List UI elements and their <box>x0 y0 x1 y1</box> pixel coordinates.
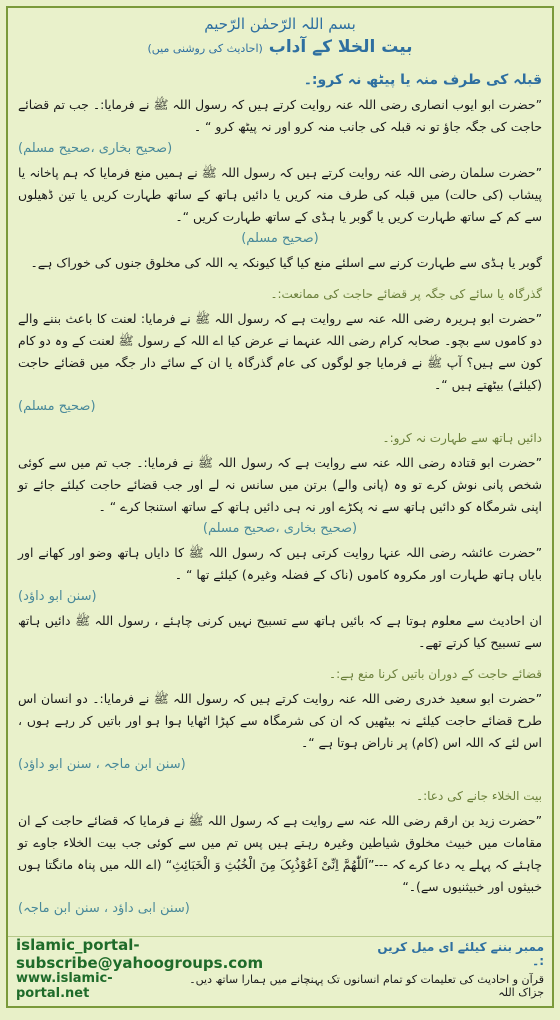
hadith-reference: (سنن ابو داؤد) <box>18 589 97 604</box>
hadith-reference: (صحیح مسلم) <box>18 399 96 414</box>
explanation-text: ان احادیث سے معلوم ہوتا ہے کہ بائیں ہاتھ سے تسبیح نہیں کرنی چاہئے ، رسول اللہ ﷺ دائیں ہاتھ سے تسبیح کیا کرتے تھے۔ <box>18 613 542 650</box>
page-title <box>18 36 542 60</box>
content <box>8 8 552 920</box>
hadith-text: ”حضرت ابو ہریرہ رضی اللہ عنہ سے روایت ہے کہ رسول اللہ ﷺ نے فرمایا: لعنت کا باعث بننے والے دو کاموں سے بچو۔ صحابہ کرام رضی اللہ عنہما نے عرض کیا اے اللہ کے رسول ﷺ لعنت کے وہ دو کام کون سے ہیں؟ آپ ﷺ نے فرمایا جو لوگوں کی عام گذرگاہ یا ان کے سائے دار جگہ میں قضائے حاجت (کیلئے) بیٹھتے ہیں “۔ <box>18 311 542 392</box>
section-heading: بیت الخلاء جانے کی دعا:۔ <box>416 789 542 803</box>
hadith-text: ”حضرت ابو سعید خدری رضی اللہ عنہ روایت کرتے ہیں کہ رسول اللہ ﷺ نے فرمایا:۔ دو انسان اس طرح قضائے حاجت کیلئے نہ بیٹھیں کہ ان کی شرمگاہ سے کپڑا اٹھایا ہوا ہو اور باتیں کر رہے ہوں ، اس لئے کہ اللہ اس (کام) پر ناراض ہوتا ہے “۔ <box>18 691 542 750</box>
title-text: بیت الخلا کے آداب <box>268 37 413 57</box>
hadith-text: ”حضرت ابو ایوب انصاری رضی اللہ عنہ روایت کرتے ہیں کہ رسول اللہ ﷺ نے فرمایا:۔ جب تم قضائے حاجت کی جگہ جاؤ تو نہ قبلہ کی جانب منہ کرو اور نہ پیٹھ کرو “ ۔ <box>18 97 542 134</box>
footer-note: قرآن و احادیث کی تعلیمات کو تمام انسانوں تک پہنچانے میں ہمارا ساتھ دیں۔ جزاک اللہ <box>189 973 544 999</box>
hadith-reference: (صحیح بخاری ،صحیح مسلم) <box>202 521 358 536</box>
hadith-reference: (سنن ابی داؤد ، سنن ابن ماجہ) <box>18 901 190 916</box>
footer <box>8 936 552 1006</box>
section-heading: گذرگاہ یا سائے کی جگہ پر قضائے حاجت کی ممانعت:۔ <box>270 287 542 301</box>
bismillah: بسم اللہ الرّحمٰن الرّحیم <box>204 15 356 33</box>
section-heading: قبلہ کی طرف منہ یا پیٹھ نہ کرو:۔ <box>303 72 542 88</box>
hadith-text: ”حضرت سلمان رضی اللہ عنہ روایت کرتے ہیں کہ رسول اللہ ﷺ نے ہمیں منع فرمایا کہ ہم پاخانہ یا پیشاب (کی حالت) میں قبلہ کی طرف منہ کریں یا دائیں ہاتھ کے ساتھ طہارت کریں یا تین ڈھیلوں سے کم کے ساتھ طہارت کریں یا گوبر یا ہڈی کے ساتھ طہارت کریں “۔ <box>18 165 542 224</box>
website-row <box>16 973 544 999</box>
subscribe-row <box>16 936 544 972</box>
page-subtitle: (احادیث کی روشنی میں) <box>147 42 263 55</box>
hadith-reference: (صحیح بخاری ،صحیح مسلم) <box>18 141 173 156</box>
website-link[interactable]: www.islamic-portal.net <box>16 971 113 1001</box>
subscribe-label: ممبر بننے کیلئے ای میل کریں :۔ <box>377 940 544 968</box>
hadith-reference: (سنن ابن ماجہ ، سنن ابو داؤد) <box>18 757 186 772</box>
section-heading: دائیں ہاتھ سے طہارت نہ کرو:۔ <box>382 431 542 445</box>
hadith-text: ”حضرت زید بن ارقم رضی اللہ عنہ سے روایت ہے کہ رسول اللہ ﷺ نے فرمایا کہ قضائے حاجت کے ان مقامات میں خبیث مخلوق شیاطین وغیرہ رہتے ہیں پس تم میں سے کوئی جب بیت الخلاء جاوے تو چاہئے کہ پہلے یہ دعا کرے کہ ---”اَللّٰھُمَّ اِنِّیْ اَعُوْذُبِکَ مِنَ الْخُبُثِ وَ الْخَبَائِثِ“ (اے اللہ میں پناہ مانگتا ہوں خبیثوں اور خبیثنیوں سے)۔“ <box>18 813 542 894</box>
hadith-reference: (صحیح مسلم) <box>241 231 319 246</box>
hadith-text: ”حضرت عائشہ رضی اللہ عنہا روایت کرتی ہیں کہ رسول اللہ ﷺ کا دایاں ہاتھ وضو اور کھانے اور بایاں ہاتھ طہارت اور مکروہ کاموں (ناک کے فضلہ وغیرہ) کیلئے تھا “ ۔ <box>18 545 542 582</box>
explanation-text: گوبر یا ہڈی سے طہارت کرنے سے اسلئے منع کیا گیا کیونکہ یہ اللہ کی مخلوق جنوں کی خوراک ہے۔ <box>30 255 542 270</box>
hadith-text: ”حضرت ابو قتادہ رضی اللہ عنہ سے روایت ہے کہ رسول اللہ ﷺ نے فرمایا:۔ جب تم میں سے کوئی شخص پانی نوش کرے تو وہ (پانی والے) برتن میں سانس نہ لے اور جب قضائے حاجت کیلئے جائے تو اپنی شرمگاہ کو دائیں ہاتھ سے نہ پکڑے اور نہ ہی دائیں ہاتھ کے ساتھ استنجا کرے “ ۔ <box>18 455 542 514</box>
page-frame <box>6 6 554 1008</box>
section-heading: قضائے حاجت کے دوران باتیں کرنا منع ہے:۔ <box>329 667 542 681</box>
subscribe-email-link[interactable]: islamic_portal-subscribe@yahoogroups.com <box>16 936 264 972</box>
